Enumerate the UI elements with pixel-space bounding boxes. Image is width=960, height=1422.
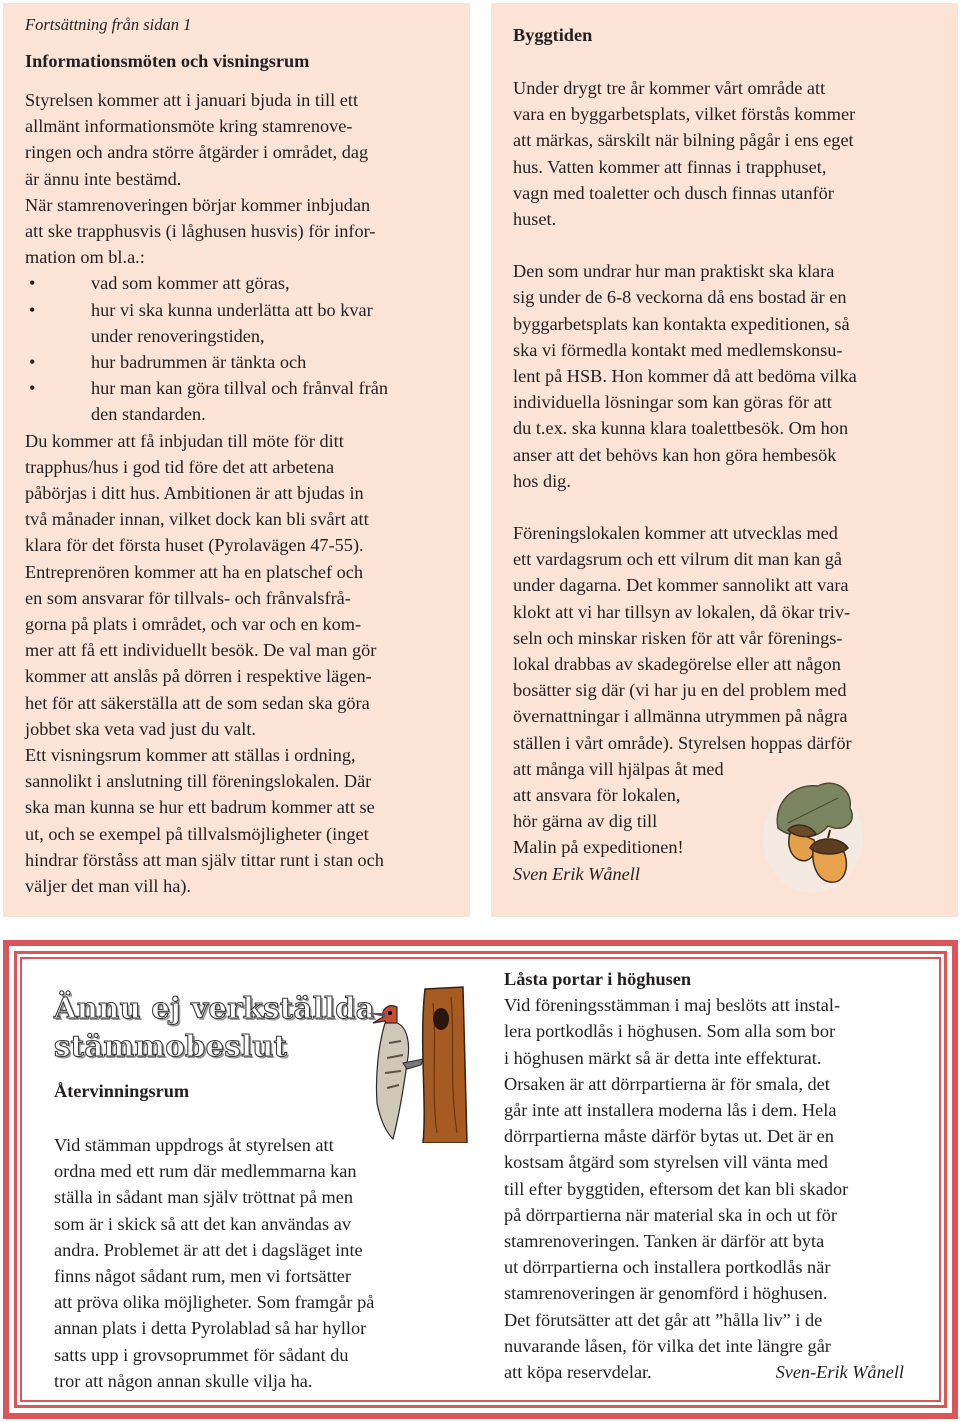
text-line: Entreprenören kommer att ha en platschef och bbox=[25, 561, 364, 582]
bullet-icon: • bbox=[29, 299, 36, 320]
text-line: vara en byggarbetsplats, vilket förstås kommer bbox=[513, 104, 856, 125]
text-line: att många vill hjälpas åt med bbox=[513, 758, 724, 779]
text-line: het för att säkerställa att de som sedan ska göra bbox=[25, 692, 370, 713]
text-line: tror att någon annan skulle vilja ha. bbox=[54, 1370, 313, 1391]
text-line: trapphus/hus i god tid före det att arbetena bbox=[25, 456, 335, 477]
signature: Sven-Erik Wånell bbox=[775, 1362, 904, 1383]
continued-note: Fortsättning från sidan 1 bbox=[25, 15, 192, 34]
bullet-text: hur vi ska kunna underlätta att bo kvar bbox=[91, 299, 373, 320]
text-line: mation om bl.a.: bbox=[25, 247, 145, 268]
text-line: Du kommer att få inbjudan till möte för ditt bbox=[25, 430, 344, 451]
text-line: klara för det första huset (Pyrolavägen 47-55). bbox=[25, 535, 364, 556]
text-line: att ske trapphusvis (i låghusen husvis) för infor- bbox=[25, 221, 376, 242]
text-line: gorna på plats i området, och var och en kom- bbox=[25, 614, 362, 635]
text-line: klokt att vi har tillsyn av lokalen, då ökar triv- bbox=[513, 601, 851, 622]
text-line: seln och minskar risken för att vår förenings- bbox=[513, 627, 843, 648]
lasta-portar-article bbox=[504, 966, 934, 1385]
text-line: Vid föreningsstämman i maj beslöts att instal- bbox=[504, 995, 841, 1016]
text-line: Styrelsen kommer att i januari bjuda in till ett bbox=[25, 90, 359, 110]
text-line: ringen och andra större åtgärder i området, dag bbox=[25, 142, 369, 163]
text-line: vagn med toaletter och dusch finnas utanför bbox=[513, 182, 834, 203]
section-title-line-2: stämmobeslut bbox=[54, 1029, 288, 1063]
text-line: ordna med ett rum där medlemmarna kan bbox=[54, 1161, 357, 1182]
text-line: Föreningslokalen kommer att utvecklas med bbox=[513, 523, 838, 544]
acorn-oak-leaf-illustration bbox=[758, 768, 868, 893]
bullet-item bbox=[25, 297, 470, 349]
text-line: du t.ex. ska kunna klara toalettbesök. Om hon bbox=[513, 418, 849, 439]
text-line: sannolikt i anslutning till föreningslokalen. Där bbox=[25, 771, 372, 792]
text-line: sig under de 6-8 veckorna då ens bostad är en bbox=[513, 287, 847, 308]
bullet-text: den standarden. bbox=[91, 404, 206, 425]
bullet-text: under renoveringstiden, bbox=[91, 325, 265, 346]
text-line: lera portkodlås i höghusen. Som alla som bor bbox=[504, 1021, 836, 1042]
right-article-panel bbox=[491, 3, 958, 917]
article-heading-atervinningsrum: Återvinningsrum bbox=[54, 1081, 190, 1101]
bullet-icon: • bbox=[29, 378, 36, 399]
text-line: påbörjas i ditt hus. Ambitionen är att bjudas in bbox=[25, 483, 364, 504]
bullet-text: hur man kan göra tillval och frånval från bbox=[91, 378, 388, 399]
text-line: nuvarande låsen, för vilka det inte längre går bbox=[504, 1335, 831, 1356]
text-line: ut, och se exempel på tillvalsmöjligheter (inget bbox=[25, 823, 369, 844]
text-line: hos dig. bbox=[513, 470, 571, 491]
section-title-line-1: Ännu ej verkställda bbox=[54, 991, 375, 1025]
text-line: ställen i vårt område). Styrelsen hoppas därför bbox=[513, 732, 852, 753]
text-line: lokal drabbas av skadegörelse eller att någon bbox=[513, 654, 841, 675]
text-line: kommer att anslås på dörren i respektive lägen- bbox=[25, 666, 372, 687]
bullet-item bbox=[25, 270, 470, 296]
text-line: att ansvara för lokalen, bbox=[513, 785, 681, 806]
text-line: går inte att installera moderna lås i dem. Hela bbox=[504, 1100, 837, 1121]
text-line: övernattningar i allmänna utrymmen på några bbox=[513, 706, 848, 727]
text-line: jobbet ska veta vad just du valt. bbox=[25, 718, 257, 739]
text-line: ett vardagsrum och ett vilrum dit man kan gå bbox=[513, 549, 842, 570]
text-line: byggarbetsplats kan kontakta expeditionen, så bbox=[513, 313, 850, 334]
text-line: hör gärna av dig till bbox=[513, 811, 658, 832]
text-line: Ett visningsrum kommer att ställas i ordning, bbox=[25, 745, 356, 766]
text-line: under dagarna. Det kommer sannolikt att vara bbox=[513, 575, 849, 596]
text-line: satts upp i grovsoprummet för sådant du bbox=[54, 1344, 349, 1365]
bullet-item bbox=[25, 375, 470, 427]
text-line: väljer det man vill ha). bbox=[25, 876, 191, 897]
text-line: Under drygt tre år kommer vårt område att bbox=[513, 78, 826, 98]
text-line: ställa in sådant man själv tröttnat på men bbox=[54, 1187, 354, 1208]
text-line: När stamrenoveringen börjar kommer inbjudan bbox=[25, 194, 371, 215]
byggtiden-paragraph-1 bbox=[513, 75, 958, 232]
last-line-row bbox=[504, 1359, 904, 1385]
text-line: lent på HSB. Hon kommer då att bedöma vilka bbox=[513, 366, 857, 387]
byggtiden-paragraph-3 bbox=[513, 520, 958, 887]
text-line: en som ansvarar för tillvals- och frånvalsfrå- bbox=[25, 587, 351, 608]
text-line: kostsam åtgärd som styrelsen vill vänta med bbox=[504, 1152, 828, 1173]
text-line: dörrpartierna måste därför bytas ut. Det är en bbox=[504, 1126, 834, 1147]
text-line: allmänt informationsmöte kring stamrenove- bbox=[25, 116, 353, 137]
text-line: anser att det behövs kan hon göra hembesök bbox=[513, 444, 837, 465]
text-line: hindrar förståss att man själv tittar runt i stan och bbox=[25, 849, 384, 870]
text-line: att pröva olika möjligheter. Som framgår på bbox=[54, 1292, 375, 1313]
text-line: andra. Problemet är att det i dagsläget inte bbox=[54, 1239, 363, 1260]
text-line: ska vi förmedla kontakt med medlemskonsu- bbox=[513, 339, 843, 360]
text-line: Malin på expeditionen! bbox=[513, 837, 684, 858]
text-line: stamrenoveringen är genomförd i höghusen. bbox=[504, 1283, 828, 1304]
text-line: att märkas, särskilt när bilning pågår i ens eget bbox=[513, 130, 854, 151]
text-line: ska man kunna se hur ett badrum kommer att se bbox=[25, 797, 375, 818]
text-line: i höghusen märkt så är detta inte effekturat. bbox=[504, 1047, 822, 1068]
article-heading-informationsmoten: Informationsmöten och visningsrum bbox=[25, 51, 310, 71]
intro-paragraph bbox=[25, 87, 470, 270]
bullet-icon: • bbox=[29, 273, 36, 294]
text-line: på dörrpartierna när material ska in och ut för bbox=[504, 1204, 837, 1225]
text-line: till efter byggtiden, eftersom det kan bli skador bbox=[504, 1178, 849, 1199]
text-line: Orsaken är att dörrpartierna är för smala, det bbox=[504, 1073, 830, 1094]
text-line: Vid stämman uppdrogs åt styrelsen att bbox=[54, 1135, 334, 1155]
text-line: som är i skick så att det kan användas av bbox=[54, 1213, 351, 1234]
byggtiden-paragraph-2 bbox=[513, 258, 958, 494]
text-line: två månader innan, vilket dock kan bli svårt att bbox=[25, 509, 369, 530]
article-heading-lasta-portar: Låsta portar i höghusen bbox=[504, 969, 692, 989]
bottom-framed-section bbox=[3, 940, 958, 1419]
text-line: bosätter sig där (vi har ju en del problem med bbox=[513, 680, 847, 701]
text-line: hus. Vatten kommer att finnas i trapphuset, bbox=[513, 156, 827, 177]
woodpecker-on-tree-illustration bbox=[367, 983, 472, 1143]
bullet-text: vad som kommer att göras, bbox=[91, 273, 290, 294]
text-line: Den som undrar hur man praktiskt ska klara bbox=[513, 261, 835, 282]
text-line: är ännu inte bestämd. bbox=[25, 168, 182, 189]
text-line: Det förutsätter att det går att ”hålla liv” i de bbox=[504, 1309, 823, 1330]
article-heading-byggtiden: Byggtiden bbox=[513, 25, 593, 45]
text-line: ut dörrpartierna och installera portkodlås när bbox=[504, 1257, 831, 1278]
bullet-text: hur badrummen är tänkta och bbox=[91, 352, 307, 373]
text-line: finns något sådant rum, men vi fortsätter bbox=[54, 1266, 351, 1287]
bullet-list bbox=[25, 270, 470, 427]
bullet-icon: • bbox=[29, 352, 36, 373]
signature: Sven Erik Wånell bbox=[513, 863, 640, 884]
text-line: huset. bbox=[513, 209, 557, 230]
text-line: att köpa reservdelar. bbox=[504, 1362, 652, 1383]
bullet-item bbox=[25, 349, 470, 375]
left-article-panel bbox=[3, 3, 470, 917]
text-line: stamrenoveringen. Tanken är därför att byta bbox=[504, 1231, 825, 1252]
text-line: annan plats i detta Pyrolablad så har hyllor bbox=[54, 1318, 367, 1339]
text-line: mer att få ett individuellt besök. De val man gör bbox=[25, 640, 377, 661]
body-paragraph bbox=[25, 428, 470, 900]
text-line: individuella lösningar som kan göras för att bbox=[513, 392, 832, 413]
